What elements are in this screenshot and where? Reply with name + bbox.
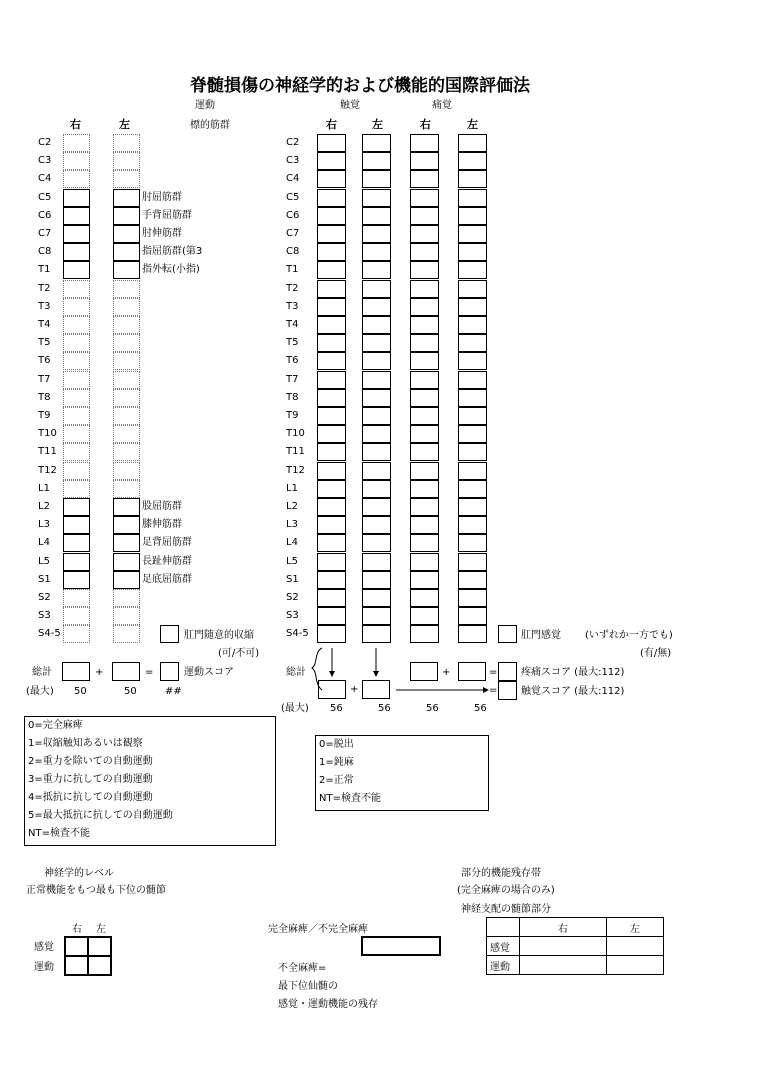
motor-max-sum: ##	[165, 686, 182, 697]
motor-max-right: 50	[74, 686, 87, 697]
key-muscle-label: 肘屈筋群	[142, 191, 182, 203]
motor-level-label: L5	[38, 555, 50, 567]
incomplete-desc-1: 最下位仙髄の	[278, 981, 338, 992]
sensory-max-3: 56	[426, 703, 439, 714]
motor-equals-sign: =	[145, 667, 154, 678]
legend-item: 3=重力に抗しての自動運動	[28, 774, 153, 785]
motor-level-label: S4-5	[38, 628, 61, 640]
motor-score-label: 運動スコア	[184, 667, 234, 678]
motor-level-label: C5	[38, 191, 52, 203]
sensory-level-label: T3	[286, 300, 299, 312]
motor-level-label: T2	[38, 282, 51, 294]
neuro-level-sensory-label: 感覚	[34, 942, 54, 953]
key-muscles-header: 標的筋群	[190, 120, 230, 131]
sensory-level-label: S4-5	[286, 628, 309, 640]
motor-total-label: 総計	[32, 667, 52, 678]
sensory-grade-legend	[315, 735, 489, 811]
zpp-motor-label: 運動	[487, 956, 520, 975]
anal-sensation-label: 肛門感覚	[521, 630, 561, 641]
incomplete-desc-2: 感覚・運動機能の残存	[278, 999, 378, 1010]
sensory-max-4: 56	[474, 703, 487, 714]
sensory-max-2: 56	[378, 703, 391, 714]
motor-level-label: S3	[38, 610, 51, 622]
touch-left-header: 左	[372, 118, 383, 131]
legend-item: 0=脱出	[319, 739, 354, 750]
zpp-left-header: 左	[607, 918, 664, 937]
sensory-max-label: (最大)	[281, 703, 309, 714]
sensory-level-label: T6	[286, 355, 299, 367]
motor-level-label: C6	[38, 209, 52, 221]
legend-item: NT=検査不能	[319, 793, 381, 804]
key-muscle-label: 手背屈筋群	[142, 209, 192, 221]
key-muscle-label: 股屈筋群	[142, 501, 182, 512]
anal-contraction-options: (可/不可)	[218, 648, 260, 659]
motor-level-label: T11	[38, 446, 57, 458]
touch-right-header: 右	[326, 118, 337, 131]
neuro-level-left-header: 左	[96, 924, 106, 935]
neuro-level-motor-label: 運動	[34, 962, 54, 973]
key-muscle-label: 足背屈筋群	[142, 537, 192, 549]
motor-level-label: T3	[38, 300, 51, 312]
motor-level-label: T7	[38, 373, 51, 385]
sensory-level-label: C4	[286, 173, 300, 185]
motor-level-label: T1	[38, 264, 51, 276]
key-muscle-label: 膝伸筋群	[142, 519, 182, 531]
sensory-level-label: C5	[286, 191, 300, 203]
zpp-right-header: 右	[520, 918, 607, 937]
sensory-level-label: T12	[286, 464, 305, 476]
sensory-level-label: S3	[286, 610, 299, 622]
legend-item: 5=最大抵抗に抗しての自動運動	[28, 810, 173, 821]
motor-level-label: C8	[38, 246, 52, 258]
sensory-level-label: C6	[286, 209, 300, 221]
motor-level-label: T12	[38, 464, 57, 476]
neuro-level-right-header: 右	[72, 924, 82, 935]
sensory-level-label: L4	[286, 537, 298, 549]
pain-score-label: 疼痛スコア (最大:112)	[521, 667, 625, 678]
key-muscle-label: 足底屈筋群	[142, 573, 192, 585]
legend-item: 4=抵抗に抗しての自動運動	[28, 792, 153, 803]
motor-plus-sign: +	[95, 667, 104, 678]
legend-item: 0=完全麻痺	[28, 720, 83, 731]
sensory-level-label: T1	[286, 264, 299, 276]
neuro-level-desc: 正常機能をもつ最も下位の髄節	[26, 885, 166, 896]
zpp-sensory-label: 感覚	[487, 937, 520, 956]
zpp-note: (完全麻痺の場合のみ)	[457, 885, 555, 896]
sensory-level-label: T10	[286, 428, 305, 440]
zpp-motor-left-cell[interactable]	[607, 956, 664, 975]
page-title: 脊髄損傷の神経学的および機能的国際評価法	[190, 76, 530, 96]
legend-item: 1=鈍麻	[319, 757, 354, 768]
motor-level-label: T9	[38, 410, 51, 421]
sensory-level-label: T8	[286, 391, 299, 403]
pain-right-header: 右	[420, 118, 431, 131]
sensory-level-label: S2	[286, 592, 299, 603]
key-muscle-label: 肘伸筋群	[142, 228, 182, 239]
zpp-title: 部分的機能残存帯	[461, 868, 541, 879]
sensory-level-label: T11	[286, 446, 305, 458]
motor-max-left: 50	[124, 686, 137, 697]
sensory-level-label: L1	[286, 482, 298, 494]
legend-item: 1=収縮触知あるいは観察	[28, 738, 143, 749]
neuro-level-title: 神経学的レベル	[44, 868, 114, 879]
motor-level-label: L4	[38, 537, 50, 549]
motor-level-label: S1	[38, 573, 51, 585]
touch-score-label: 触覚スコア (最大:112)	[521, 686, 625, 697]
zpp-motor-right-cell[interactable]	[520, 956, 607, 975]
motor-level-label: C4	[38, 173, 52, 185]
sensory-level-label: T7	[286, 373, 299, 385]
sensory-level-label: L3	[286, 519, 298, 531]
zpp-sensory-left-cell[interactable]	[607, 937, 664, 956]
motor-level-label: T6	[38, 355, 51, 367]
motor-level-label: L1	[38, 482, 50, 494]
legend-item: 2=正常	[319, 775, 354, 786]
key-muscle-label: 長趾伸筋群	[142, 555, 192, 567]
sensory-level-label: S1	[286, 573, 299, 585]
motor-left-header: 左	[119, 118, 130, 131]
key-muscle-label: 指屈筋群(第3	[142, 246, 203, 258]
motor-level-label: L2	[38, 501, 50, 512]
motor-level-label: T5	[38, 337, 51, 349]
pain-left-header: 左	[467, 118, 478, 131]
motor-level-label: T10	[38, 428, 57, 440]
motor-level-label: T4	[38, 319, 51, 330]
motor-level-label: C7	[38, 228, 52, 239]
motor-max-label: (最大)	[26, 686, 54, 697]
key-muscle-label: 指外転(小指)	[142, 264, 200, 276]
completeness-title: 完全麻痺／不完全麻痺	[268, 924, 368, 935]
sensory-level-label: C2	[286, 137, 300, 148]
zpp-sensory-right-cell[interactable]	[520, 937, 607, 956]
sensory-level-label: L5	[286, 555, 298, 567]
zpp-table	[486, 917, 664, 975]
neuro-level-grid	[64, 936, 112, 976]
legend-item: 2=重力を除いての自動運動	[28, 756, 153, 767]
motor-level-label: L3	[38, 519, 50, 531]
motor-grade-legend	[24, 716, 276, 846]
completeness-box[interactable]	[361, 936, 441, 956]
sensory-level-label: C7	[286, 228, 300, 239]
legend-item: NT=検査不能	[28, 828, 90, 839]
sensory-level-label: T5	[286, 337, 299, 349]
sensory-level-label: T4	[286, 319, 299, 330]
anal-sensation-note: (いずれか一方でも)	[585, 630, 673, 641]
incomplete-label: 不全麻痺=	[278, 963, 327, 974]
pain-plus-sign: +	[442, 667, 451, 678]
motor-header: 運動	[195, 100, 215, 111]
zpp-sub: 神経支配の髄節部分	[461, 904, 551, 915]
sensory-level-label: T9	[286, 410, 299, 421]
motor-level-label: C2	[38, 137, 52, 148]
light-touch-header: 触覚	[340, 100, 360, 111]
sensory-level-label: T2	[286, 282, 299, 294]
motor-level-label: T8	[38, 391, 51, 403]
motor-level-label: C3	[38, 155, 52, 167]
sensory-level-label: C3	[286, 155, 300, 167]
anal-contraction-label: 肛門随意的収縮	[184, 630, 254, 641]
pin-prick-header: 痛覚	[432, 100, 452, 111]
sensory-level-label: L2	[286, 501, 298, 512]
sensory-total-label: 総計	[286, 667, 306, 678]
sensory-level-label: C8	[286, 246, 300, 258]
touch-plus-sign: +	[350, 684, 359, 695]
anal-sensation-options: (有/無)	[640, 648, 672, 659]
touch-equals-sign: =	[489, 685, 498, 696]
motor-right-header: 右	[70, 118, 81, 131]
sensory-max-1: 56	[330, 703, 343, 714]
pain-equals-sign: =	[489, 667, 498, 678]
motor-level-label: S2	[38, 592, 51, 603]
